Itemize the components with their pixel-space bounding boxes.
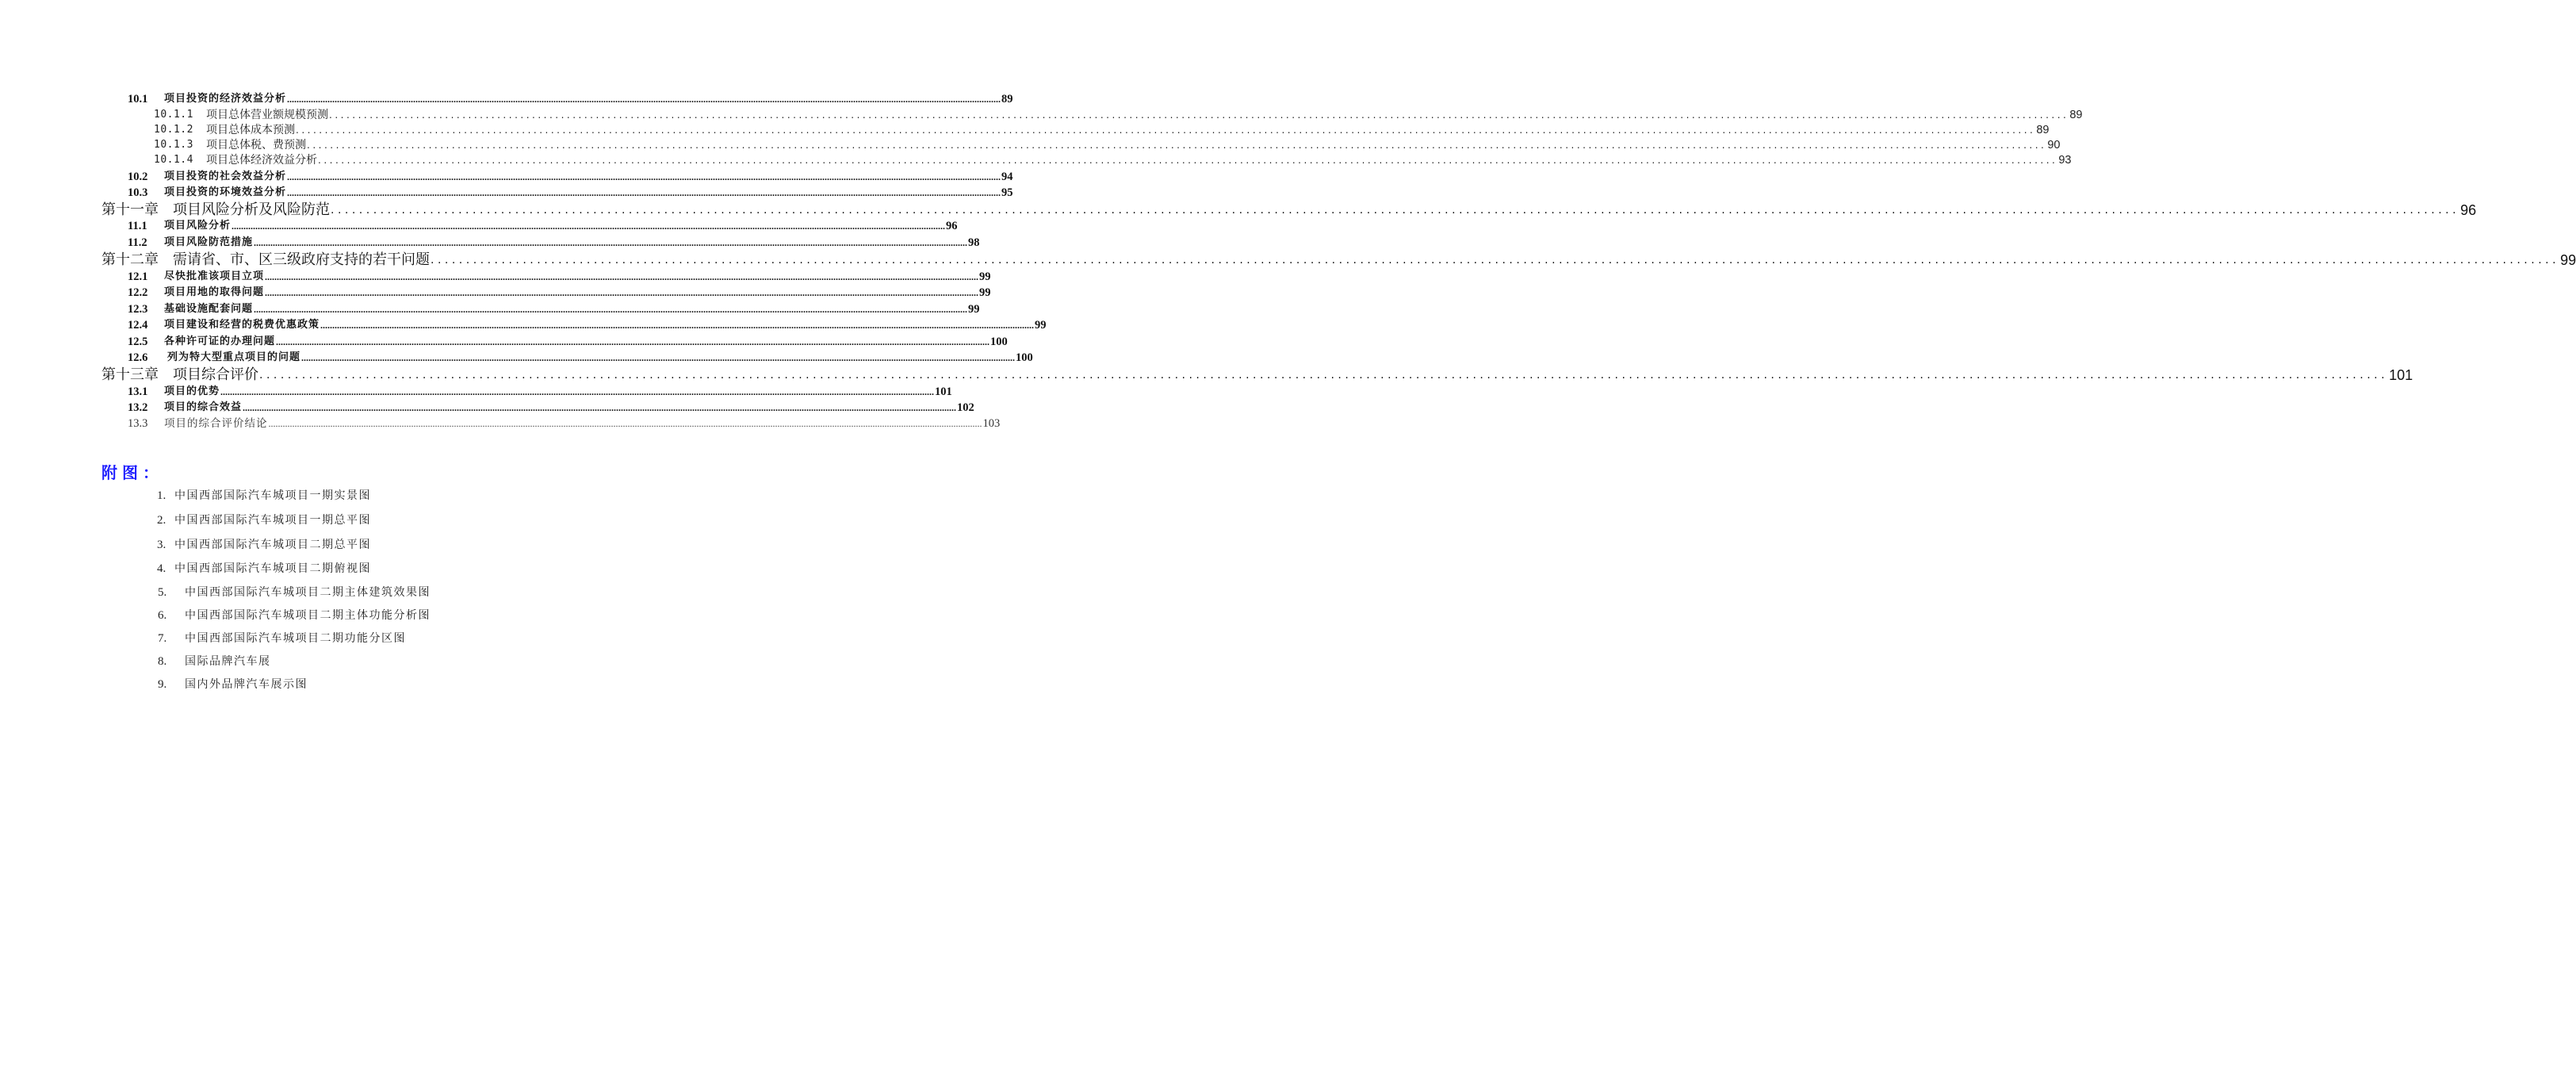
dot-leader: ............................................................................................................................................................................................................................................................................................................	[287, 171, 1001, 182]
toc-page: 99	[979, 286, 991, 299]
toc-number: 12.4	[128, 319, 148, 332]
dot-leader: ............................................................................................................................................................................................................................................................................................................	[296, 125, 2036, 136]
toc-number: 10.1.4	[154, 154, 193, 166]
toc-title: 列为特大型重点项目的问题	[167, 351, 301, 363]
toc-page: 99	[1035, 319, 1047, 332]
toc-title: 项目风险分析及风险防范	[173, 201, 330, 218]
toc-page: 99	[968, 303, 980, 316]
dot-leader: ............................................................................................................................................................................................................................................................................................................	[329, 109, 2069, 121]
toc-entry-11-2[interactable]	[128, 236, 980, 250]
toc-page: 99	[979, 270, 991, 283]
toc-page: 89	[2069, 109, 2083, 121]
figure-title: 国内外品牌汽车展示图	[185, 678, 308, 691]
dot-leader: ............................................................................................................................................................................................................................................................................................................	[232, 220, 946, 232]
dot-leader: ............................................................................................................................................................................................................................................................................................................	[268, 418, 982, 429]
toc-number: 10.3	[128, 186, 148, 199]
toc-title: 项目总体营业额规模预测	[206, 109, 328, 121]
toc-title: 项目投资的经济效益分析	[164, 93, 287, 105]
appendix-figure-item	[157, 512, 371, 528]
toc-entry-12-1[interactable]	[128, 270, 991, 284]
toc-title: 项目风险分析	[164, 220, 232, 232]
dot-leader: ............................................................................................................................................................................................................................................................................................................	[331, 204, 2460, 217]
toc-page: 96	[946, 220, 958, 232]
toc-entry-10-1-2[interactable]	[154, 123, 2050, 137]
toc-page: 101	[2389, 367, 2413, 383]
toc-page: 102	[957, 401, 974, 414]
toc-number: 13.3	[128, 417, 148, 430]
toc-number: 12.3	[128, 303, 148, 316]
toc-title: 尽快批准该项目立项	[164, 270, 265, 282]
figure-number: 7.	[158, 632, 167, 645]
toc-page: 101	[935, 385, 952, 398]
toc-number: 10.1.1	[154, 109, 193, 121]
appendix-figure-item	[158, 608, 431, 623]
toc-entry-12-6[interactable]	[128, 351, 1033, 365]
toc-entry-10-3[interactable]	[128, 186, 1013, 200]
toc-entry-12-4[interactable]	[128, 318, 1047, 332]
toc-title: 项目综合评价	[173, 366, 258, 383]
toc-title: 项目投资的社会效益分析	[164, 171, 287, 182]
toc-number: 10.1.3	[154, 139, 193, 151]
dot-leader: ............................................................................................................................................................................................................................................................................................................	[259, 369, 2389, 382]
toc-page: 100	[1016, 351, 1033, 364]
dot-leader: ............................................................................................................................................................................................................................................................................................................	[265, 287, 979, 298]
toc-title: 项目投资的环境效益分析	[164, 186, 287, 198]
figure-number: 3.	[157, 539, 167, 551]
toc-number: 12.1	[128, 270, 148, 283]
figure-number: 5.	[158, 586, 167, 599]
figure-title: 中国西部国际汽车城项目二期俯视图	[174, 562, 371, 575]
dot-leader: ............................................................................................................................................................................................................................................................................................................	[254, 304, 968, 315]
toc-title: 项目总体税、费预测	[206, 139, 306, 151]
appendix-heading: 附图：	[101, 463, 163, 482]
appendix-figure-item	[157, 561, 371, 577]
figure-number: 6.	[158, 609, 167, 622]
figure-number: 1.	[157, 489, 167, 502]
appendix-figure-item	[157, 537, 371, 553]
toc-title: 项目总体经济效益分析	[206, 154, 317, 167]
toc-entry-12-2[interactable]	[128, 286, 991, 300]
toc-page: 95	[1001, 186, 1013, 199]
toc-page: 98	[968, 236, 980, 249]
toc-entry-13-3[interactable]	[128, 416, 1001, 431]
toc-title: 项目的优势	[164, 385, 220, 397]
dot-leader: ............................................................................................................................................................................................................................................................................................................	[243, 402, 957, 413]
toc-number: 12.2	[128, 286, 148, 299]
toc-page: 93	[2058, 154, 2072, 167]
dot-leader: ............................................................................................................................................................................................................................................................................................................	[254, 237, 968, 248]
toc-chapter-number: 第十一章	[101, 201, 159, 218]
figure-title: 中国西部国际汽车城项目二期总平图	[174, 539, 371, 551]
appendix-figure-item	[158, 654, 271, 669]
toc-title: 项目建设和经营的税费优惠政策	[164, 319, 320, 331]
figure-title: 中国西部国际汽车城项目一期总平图	[174, 514, 371, 527]
toc-number: 10.1	[128, 93, 148, 105]
toc-number: 13.1	[128, 385, 148, 398]
toc-title: 各种许可证的办理问题	[164, 336, 276, 347]
toc-chapter-11[interactable]	[101, 201, 2477, 219]
dot-leader: ............................................................................................................................................................................................................................................................................................................	[431, 254, 2560, 266]
dot-leader: ............................................................................................................................................................................................................................................................................................................	[320, 320, 1035, 331]
toc-number: 13.2	[128, 401, 148, 414]
dot-leader: ............................................................................................................................................................................................................................................................................................................	[301, 352, 1016, 363]
toc-chapter-number: 第十二章	[101, 251, 159, 268]
toc-chapter-12[interactable]	[101, 251, 2576, 269]
toc-entry-10-1-3[interactable]	[154, 138, 2061, 152]
toc-page: 89	[2036, 124, 2050, 136]
toc-title: 项目风险防范措施	[164, 236, 254, 248]
figure-number: 9.	[158, 678, 167, 691]
figure-title: 中国西部国际汽车城项目一期实景图	[174, 489, 371, 502]
dot-leader: ............................................................................................................................................................................................................................................................................................................	[287, 94, 1001, 105]
appendix-figure-item	[158, 677, 308, 692]
toc-page: 103	[982, 417, 1001, 430]
toc-entry-13-1[interactable]	[128, 385, 952, 399]
toc-entry-13-2[interactable]	[128, 401, 974, 415]
toc-page: 100	[990, 336, 1008, 348]
toc-entry-12-5[interactable]	[128, 335, 1008, 349]
toc-title: 项目总体成本预测	[206, 124, 295, 136]
figure-title: 中国西部国际汽车城项目二期主体建筑效果图	[185, 586, 431, 599]
toc-number: 12.6	[128, 351, 148, 364]
toc-page: 96	[2460, 202, 2477, 218]
appendix-figure-item	[158, 585, 431, 600]
toc-chapter-number: 第十三章	[101, 366, 159, 383]
toc-title: 项目的综合效益	[164, 401, 243, 413]
toc-entry-10-1-1[interactable]	[154, 108, 2083, 122]
toc-entry-10-1[interactable]	[128, 92, 1013, 106]
toc-number: 11.1	[128, 220, 147, 232]
dot-leader: ............................................................................................................................................................................................................................................................................................................	[276, 336, 990, 347]
dot-leader: ............................................................................................................................................................................................................................................................................................................	[287, 187, 1001, 198]
toc-entry-10-2[interactable]	[128, 170, 1013, 184]
toc-page: 94	[1001, 171, 1013, 183]
toc-title: 项目的综合评价结论	[164, 417, 268, 430]
dot-leader: ............................................................................................................................................................................................................................................................................................................	[220, 386, 935, 397]
toc-title: 基础设施配套问题	[164, 303, 254, 315]
toc-entry-10-1-4[interactable]	[154, 153, 2072, 167]
toc-page: 99	[2560, 252, 2576, 268]
toc-chapter-13[interactable]	[101, 366, 2413, 384]
figure-title: 国际品牌汽车展	[185, 655, 271, 668]
figure-title: 中国西部国际汽车城项目二期功能分区图	[185, 632, 406, 645]
dot-leader: ............................................................................................................................................................................................................................................................................................................	[265, 271, 979, 282]
toc-page: 89	[1001, 93, 1013, 105]
toc-number: 11.2	[128, 236, 147, 249]
toc-entry-11-1[interactable]	[128, 219, 958, 233]
figure-number: 8.	[158, 655, 167, 668]
dot-leader: ............................................................................................................................................................................................................................................................................................................	[307, 140, 2047, 151]
toc-number: 10.1.2	[154, 124, 193, 136]
figure-title: 中国西部国际汽车城项目二期主体功能分析图	[185, 609, 431, 622]
toc-title: 项目用地的取得问题	[164, 286, 265, 298]
toc-number: 12.5	[128, 336, 148, 348]
toc-number: 10.2	[128, 171, 148, 183]
toc-entry-12-3[interactable]	[128, 302, 980, 316]
toc-page: 90	[2047, 139, 2061, 151]
figure-number: 4.	[157, 562, 167, 575]
appendix-figure-item	[158, 631, 406, 646]
toc-title: 需请省、市、区三级政府支持的若干问题	[173, 251, 430, 268]
figure-number: 2.	[157, 514, 167, 527]
dot-leader: ............................................................................................................................................................................................................................................................................................................	[318, 155, 2058, 166]
appendix-figure-item	[157, 488, 371, 504]
